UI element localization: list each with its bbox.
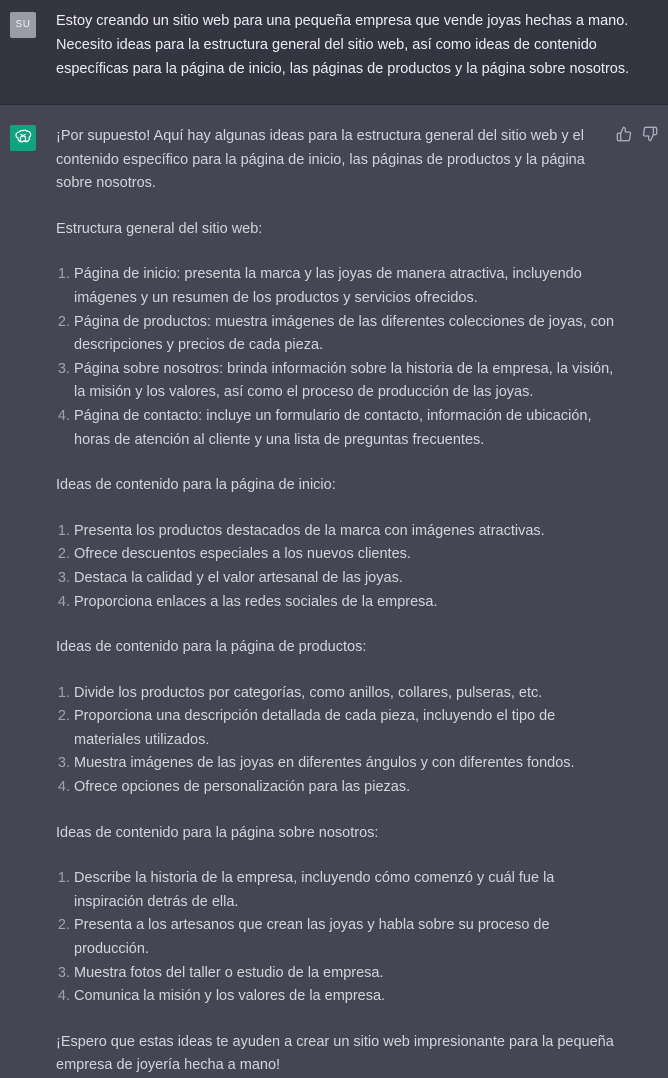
thumbs-down-icon[interactable]	[642, 126, 658, 142]
section-heading: Ideas de contenido para la página de productos:	[56, 639, 367, 656]
list-item: 2. Presenta a los artesanos que crean las joyas y habla sobre su proceso de producción.	[74, 914, 616, 961]
list-item: 4. Proporciona enlaces a las redes sociales de la empresa.	[74, 591, 616, 615]
thumbs-up-icon[interactable]	[616, 126, 632, 142]
section-heading: Estructura general del sitio web:	[56, 220, 263, 237]
list-item: 3. Muestra imágenes de las joyas en diferentes ángulos y con diferentes fondos.	[74, 752, 616, 776]
user-message-text: Estoy creando un sitio web para una pequeña empresa que vende joyas hechas a mano. Necesito ideas para la estructura general del sitio web, así como ideas de contenido específicas para la página de inicio, las páginas de productos y la página sobre nosotros.	[56, 13, 630, 77]
list-item: 2. Proporciona una descripción detallada de cada pieza, incluyendo el tipo de materiales utilizados.	[74, 705, 616, 752]
section-heading: Ideas de contenido para la página sobre nosotros:	[56, 824, 379, 841]
list-item: 2. Ofrece descuentos especiales a los nuevos clientes.	[74, 543, 616, 567]
list-item: 4. Comunica la misión y los valores de la empresa.	[74, 985, 616, 1009]
list-item: 3. Muestra fotos del taller o estudio de la empresa.	[74, 962, 616, 986]
section-heading: Ideas de contenido para la página de inicio:	[56, 477, 336, 494]
list-item: 1. Divide los productos por categorías, como anillos, collares, pulseras, etc.	[74, 682, 616, 706]
numbered-list	[56, 867, 616, 1009]
answer-closing: ¡Espero que estas ideas te ayuden a crear un sitio web impresionante para la pequeña empresa de joyería hecha a mano!	[56, 1033, 614, 1074]
list-item: 1. Página de inicio: presenta la marca y las joyas de manera atractiva, incluyendo imágenes y un resumen de los productos y servicios ofrecidos.	[74, 263, 616, 310]
user-avatar: SU	[10, 12, 36, 38]
assistant-message-row	[0, 105, 668, 1074]
numbered-list	[56, 520, 616, 614]
numbered-list	[56, 682, 616, 800]
list-item: 2. Página de productos: muestra imágenes de las diferentes colecciones de joyas, con descripciones y precios de cada pieza.	[74, 311, 616, 358]
answer-intro: ¡Por supuesto! Aquí hay algunas ideas para la estructura general del sitio web y el contenido específico para la página de inicio, las páginas de productos y la página sobre nosotros.	[56, 128, 585, 192]
openai-logo-icon	[10, 125, 36, 151]
list-item: 3. Página sobre nosotros: brinda información sobre la historia de la empresa, la visión, la misión y los valores, así como el proceso de producción de las joyas.	[74, 358, 616, 405]
list-item: 1. Presenta los productos destacados de la marca con imágenes atractivas.	[74, 520, 616, 544]
list-item: 1. Describe la historia de la empresa, incluyendo cómo comenzó y cuál fue la inspiración detrás de ella.	[74, 867, 616, 914]
user-message-row	[0, 0, 668, 105]
list-item: 4. Página de contacto: incluye un formulario de contacto, información de ubicación, horas de atención al cliente y una lista de preguntas frecuentes.	[74, 405, 616, 452]
numbered-list	[56, 263, 616, 452]
list-item: 4. Ofrece opciones de personalización para las piezas.	[74, 776, 616, 800]
assistant-answer	[56, 125, 616, 1078]
list-item: 3. Destaca la calidad y el valor artesanal de las joyas.	[74, 567, 616, 591]
